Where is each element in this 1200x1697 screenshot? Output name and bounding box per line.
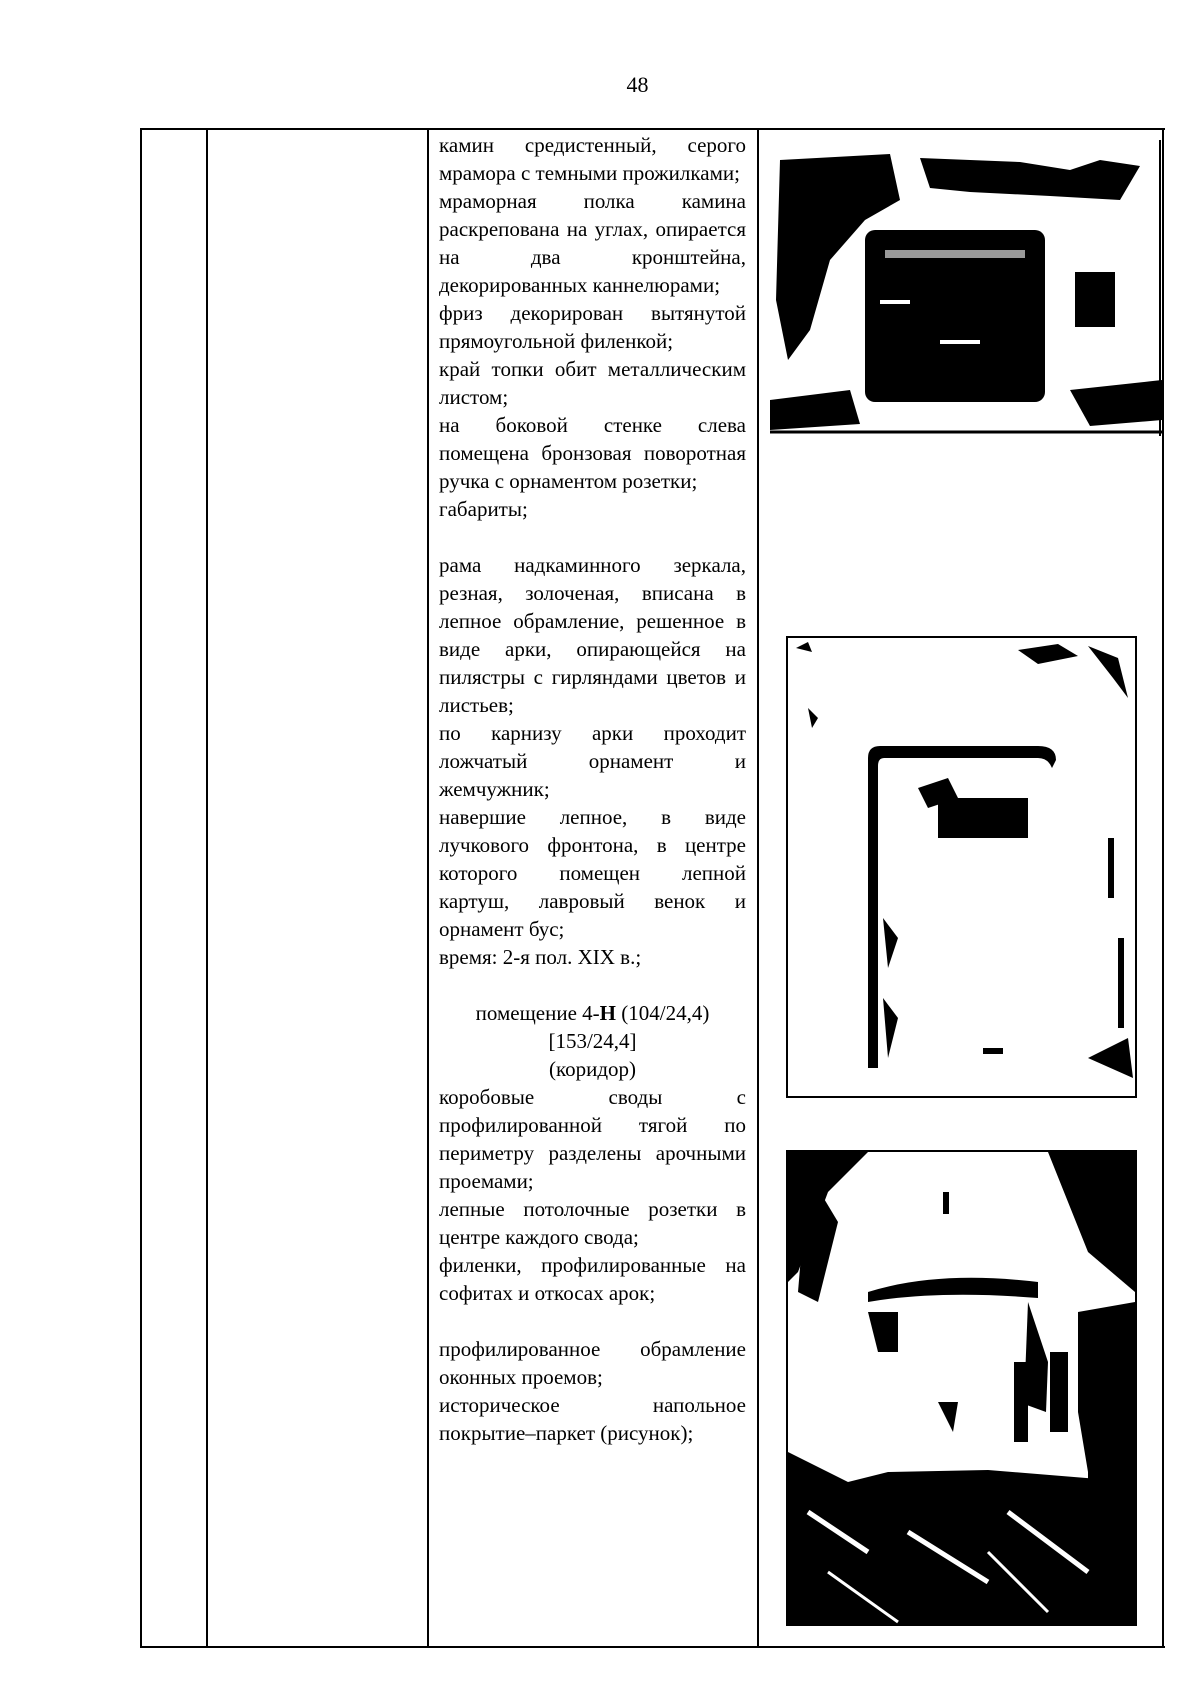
paragraph: габариты; <box>439 497 528 521</box>
paragraph: навершие лепное, в виде лучкового фронтона, в центре которого помещен лепной картуш, лавровый венок и орнамент бус; <box>439 805 746 941</box>
table-col-border-5 <box>1162 128 1164 1648</box>
paragraph: на боковой стенке слева помещена бронзовая поворотная ручка с орнаментом розетки; <box>439 413 746 493</box>
table-bottom-border <box>140 1646 1165 1648</box>
paragraph: камин средистенный, серого мрамора с темными прожилками; <box>439 133 746 185</box>
description-column <box>439 131 746 1447</box>
mirror-photo <box>786 636 1137 1098</box>
paragraph: историческое напольное покрытие–паркет (рисунок); <box>439 1393 746 1445</box>
table-col-border-1 <box>140 128 142 1648</box>
table-col-border-4 <box>757 128 759 1648</box>
room-heading <box>439 999 746 1083</box>
fireplace-description <box>439 131 746 523</box>
windows-description <box>439 1335 746 1447</box>
room-heading-line-3: (коридор) <box>548 1057 637 1081</box>
table-col-border-3 <box>427 128 429 1648</box>
fireplace-photo <box>770 140 1162 436</box>
paragraph: мраморная полка камина раскрепована на углах, опирается на два кронштейна, декорированных каннелюрами; <box>439 189 746 297</box>
corridor-description <box>439 1083 746 1307</box>
mirror-description <box>439 551 746 971</box>
paragraph: фриз декорирован вытянутой прямоугольной филенкой; <box>439 301 746 353</box>
room-heading-line-1 <box>439 999 746 1027</box>
paragraph: время: 2-я пол. XIX в.; <box>439 945 642 969</box>
corridor-photo <box>786 1150 1137 1626</box>
paragraph: лепные потолочные розетки в центре каждого свода; <box>439 1197 746 1249</box>
room-heading-prefix: помещение 4- <box>475 1001 600 1025</box>
paragraph: филенки, профилированные на софитах и откосах арок; <box>439 1253 746 1305</box>
room-heading-bold: Н <box>599 1001 616 1025</box>
room-heading-suffix: (104/24,4) <box>616 1001 710 1025</box>
paragraph: край топки обит металлическим листом; <box>439 357 746 409</box>
table-col-border-2 <box>206 128 208 1648</box>
page-number: 48 <box>626 72 649 97</box>
room-heading-line-2: [153/24,4] <box>548 1029 637 1053</box>
paragraph: коробовые своды с профилированной тягой по периметру разделены арочными проемами; <box>439 1085 746 1193</box>
paragraph: по карнизу арки проходит ложчатый орнамент и жемчужник; <box>439 721 746 801</box>
paragraph: профилированное обрамление оконных проемов; <box>439 1337 746 1389</box>
table-top-border <box>140 128 1165 130</box>
paragraph: рама надкаминного зеркала, резная, золоченая, вписана в лепное обрамление, решенное в виде арки, опирающейся на пилястры с гирляндами цветов и листьев; <box>439 553 746 717</box>
